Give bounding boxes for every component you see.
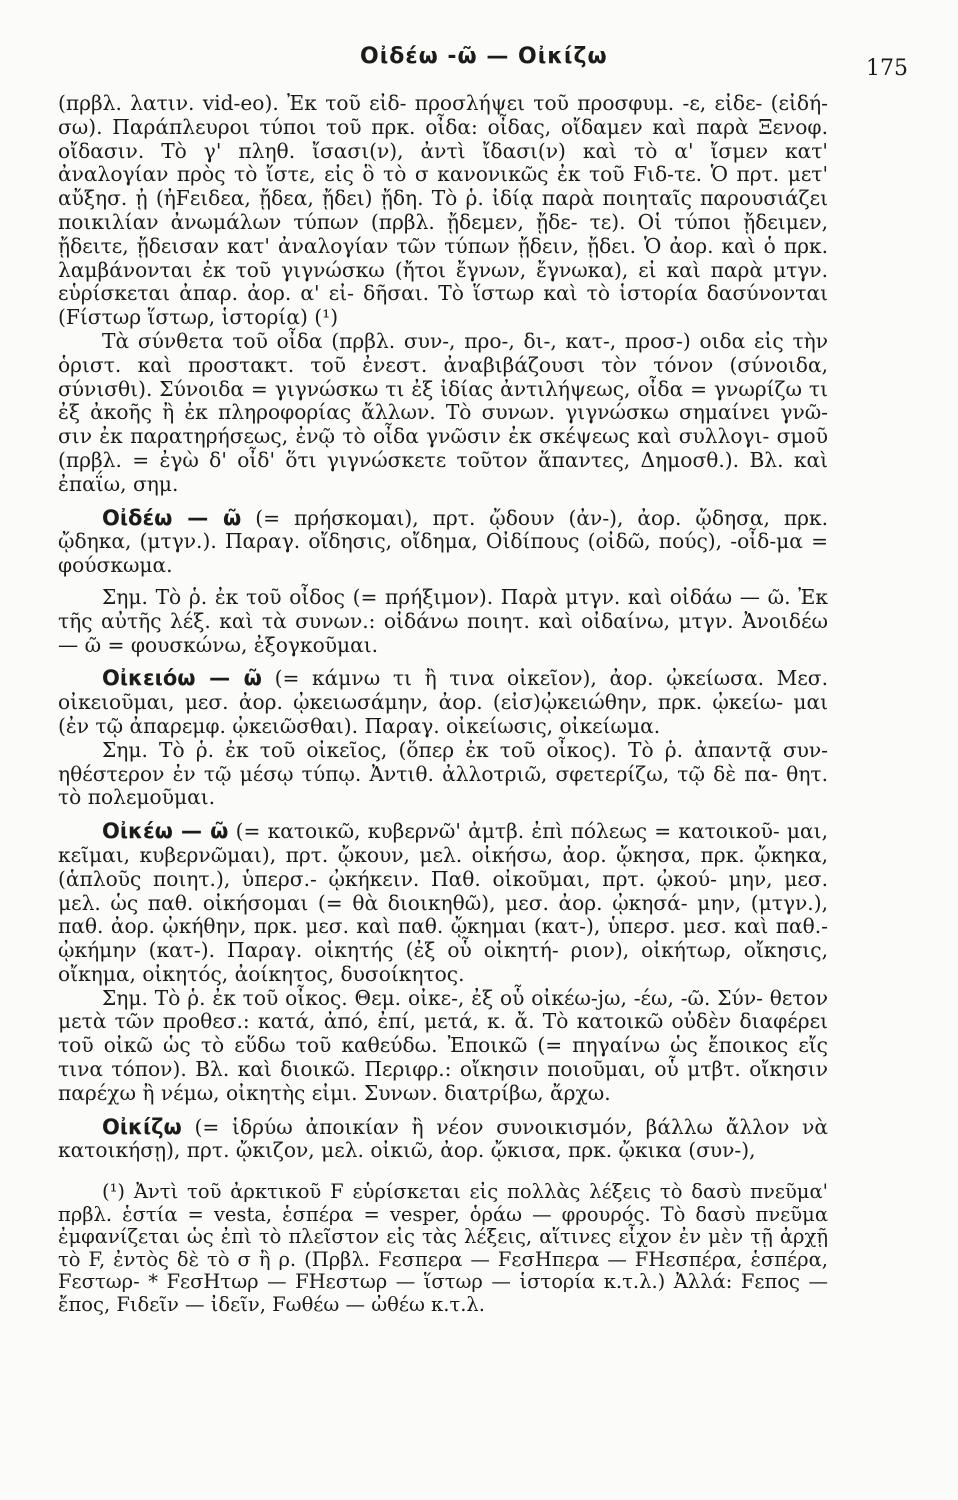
entry-lemma: Οἰκειόω — ῶ [102, 666, 262, 691]
page-header [60, 44, 918, 84]
footnotes [58, 1181, 828, 1316]
entry-lemma: Οἰκίζω [102, 1114, 182, 1139]
running-title: Οἰδέω -ῶ — Οἰκίζω [360, 44, 608, 69]
entry-definition: (= κατοικῶ, κυβερνῶ' ἀμτβ. ἐπὶ πόλεως = κατοικοῦ- μαι, κεῖμαι, κυβερνῶμαι), πρτ. ᾤκουν, μελ. οἰκήσω, ἀορ. ᾤκησα, πρκ. ᾤκηκα, (ἁπλοῦς ποιητ.), ὑπερσ.- ᾠκήκειν. Παθ. οἰκοῦμαι, πρτ. ᾠκού- μην, μεσ. μελ. ὡς παθ. οἰκήσομαι (= θὰ διοικηθῶ), μεσ. ἀορ. ᾠκησά- μην, (μτγν.), παθ. ἀορ. ᾠκήθην, πρκ. μεσ. καὶ παθ. ᾤκημαι (κατ-), ὑπερσ. μεσ. καὶ παθ.- ᾠκήμην (κατ-). Παραγ. οἰκητής (ἐξ οὗ οἰκητή- ριον), οἰκήτωρ, οἴκησις, οἴκημα, οἰκητός, ἀοίκητος, δυσοίκητος. [58, 819, 828, 986]
entry-continuation-text: (πρβλ. λατιν. vid-eo). Ἐκ τοῦ εἰδ- προσλήψει τοῦ προσφυμ. -ε, εἰδε- (εἰδή-σω). Παράπλευροι τύποι τοῦ πρκ. οἶδα: οἶδας, οἴδαμεν καὶ παρὰ Ξενοφ. οἴδασιν. Τὸ γ' πληθ. ἴσασι(ν), ἀντὶ ἴδασι(ν) καὶ τὸ α' ἴσμεν κατ' ἀναλογίαν πρὸς τὸ ἴστε, εἰς ὃ τὸ σ κανονικῶς ἐκ τοῦ Fιδ-τε. Ὁ πρτ. μετ' αὔξησ. ᾐ (ἠFειδεα, ᾔδεα, ᾔδει) ᾔδη. Τὸ ῥ. ἰδίᾳ παρὰ ποιηταῖς παρουσιάζει ποικιλίαν ἀνωμάλων τύπων (πρβλ. ᾔδεμεν, ᾔδε- τε). Οἱ τύποι ᾔδειμεν, ᾔδειτε, ᾔδεισαν κατ' ἀναλογίαν τῶν τύπων ᾔδειν, ᾔδει. Ὁ ἀορ. καὶ ὁ πρκ. λαμβάνονται ἐκ τοῦ γιγνώσκω (ἤτοι ἔγνων, ἔγνωκα), εἰ καὶ παρὰ μτγν. εὑρίσκεται ἀπαρ. ἀορ. α' εἰ- δῆσαι. Τὸ ἵστωρ καὶ τὸ ἱστορία δασύνονται (Fίστωρ ἵστωρ, ἱστορία) (¹) [58, 91, 828, 330]
entry-note: Σημ. Τὸ ῥ. ἐκ τοῦ οἰκεῖος, (ὅπερ ἐκ τοῦ οἶκος). Τὸ ῥ. ἀπαντᾷ συν- ηθέστερον ἐν τῷ μέσῳ τύπῳ. Ἀντιθ. ἀλλοτριῶ, σφετερίζω, τῷ δὲ πα- θητ. τὸ πολεμοῦμαι. [58, 737, 828, 810]
entry-lemma: Οἰδέω — ῶ [102, 505, 242, 530]
entry-note: Σημ. Τὸ ῥ. ἐκ τοῦ οἶκος. Θεμ. οἰκε-, ἐξ οὗ οἰκέω-jω, -έω, -ῶ. Σύν- θετον μετὰ τῶν προθεσ.: κατά, ἀπό, ἐπί, μετά, κ. ἄ. Τὸ κατοικῶ οὐδὲν διαφέρει τοῦ οἰκῶ ὡς τὸ εὕδω τοῦ καθεύδω. Ἐποικῶ (= πηγαίνω ὡς ἔποικος εἴς τινα τόπον). Βλ. καὶ διοικῶ. Περιφρ.: οἴκησιν ποιοῦμαι, οὗ μτβτ. οἴκησιν παρέχω ἢ νέμω, οἰκητὴς εἰμι. Συνων. διατρίβω, ἄρχω. [58, 985, 828, 1105]
note-compounds-text: Τὰ σύνθετα τοῦ οἶδα (πρβλ. συν-, προ-, δι-, κατ-, προσ-) οιδα εἰς τὴν ὁριστ. καὶ προστακτ. τοῦ ἐνεστ. ἀναβιβάζουσι τὸν τόνον (σύνοιδα, σύνισθι). Σύνοιδα = γιγνώσκω τι ἐξ ἰδίας ἀντιλήψεως, οἶδα = γνωρίζω τι ἐξ ἀκοῆς ἢ ἐκ πληροφορίας ἄλλων. Τὸ συνων. γιγνώσκω σημαίνει γνῶ- σιν ἐκ παρατηρήσεως, ἐνῷ τὸ οἶδα γνῶσιν ἐκ σκέψεως καὶ συλλογι- σμοῦ (πρβλ. = ἐγὼ δ' οἶδ' ὅτι γιγνώσκετε τοῦτον ἅπαντες, Δημοσθ.). Βλ. καὶ ἐπαΐω, σημ. [58, 328, 828, 496]
entry-oideo [58, 507, 828, 658]
entry-oikeo [58, 820, 828, 1106]
page-number: 175 [866, 56, 908, 81]
entry-definition: (= κάμνω τι ἢ τινα οἰκεῖον), ἀορ. ᾠκείωσα. Μεσ. οἰκειοῦμαι, μεσ. ἀορ. ᾠκειωσάμην, ἀορ. (εἰσ)ᾠκειώθην, πρκ. ᾠκείω- μαι (ἐν τῷ ἀπαρεμφ. ᾠκειῶσθαι). Παραγ. οἰκείωσις, οἰκείωμα. [58, 666, 828, 738]
footnote-1: (¹) Ἀντὶ τοῦ ἀρκτικοῦ F εὑρίσκεται εἰς πολλὰς λέξεις τὸ δασὺ πνεῦμα' πρβλ. ἑστία = vesta, ἑσπέρα = vesper, ὁράω — φρουρός. Τὸ δασὺ πνεῦμα ἐμφανίζεται ὡς ἐπὶ τὸ πλεῖστον εἰς τὰς λέξεις, αἵτινες εἶχον ἐν μὲν τῇ ἀρχῇ τὸ F, ἐντὸς δὲ τὸ σ ἢ ρ. (Πρβλ. Fεσπερα — FεσΗπερα — FΗεσπέρα, ἑσπέρα, Fεστωρ- * FεσΗτωρ — FΗεστωρ — ἵστωρ — ἱστορία κ.τ.λ.) Ἀλλά: Fεπος — ἔπος, Fιδεῖν — ἰδεῖν, Fωθέω — ὠθέω κ.τ.λ. [58, 1180, 828, 1316]
entry-definition: (= πρήσκομαι), πρτ. ᾤδουν (ἀν-), ἀορ. ᾤδησα, πρκ. ᾤδηκα, (μτγν.). Παραγ. οἴδησις, οἴδημα, Οἰδίπους (οἰδῶ, πούς), -οἶδ-μα = φούσκωμα. [58, 505, 829, 578]
page-body [58, 92, 828, 1316]
entry-note: Σημ. Τὸ ῥ. ἐκ τοῦ οἶδος (= πρήξιμον). Παρὰ μτγν. καὶ οἰδάω — ῶ. Ἐκ τῆς αὐτῆς λέξ. καὶ τὰ συνων.: οἰδάνω ποιητ. καὶ οἰδαίνω, μτγν. Ἀνοιδέω — ῶ = φουσκώνω, ἐξογκοῦμαι. [58, 584, 828, 657]
entry-oikizo [58, 1116, 828, 1164]
entry-oikeioo [58, 667, 828, 810]
entry-definition: (= ἱδρύω ἀποικίαν ἢ νέον συνοικισμόν, βάλλω ἄλλον νὰ κατοικήσῃ), πρτ. ᾤκιζον, μελ. οἰκιῶ, ἀορ. ᾤκισα, πρκ. ᾤκικα (συν-), [58, 1114, 828, 1163]
entry-lemma: Οἰκέω — ῶ [102, 819, 229, 844]
